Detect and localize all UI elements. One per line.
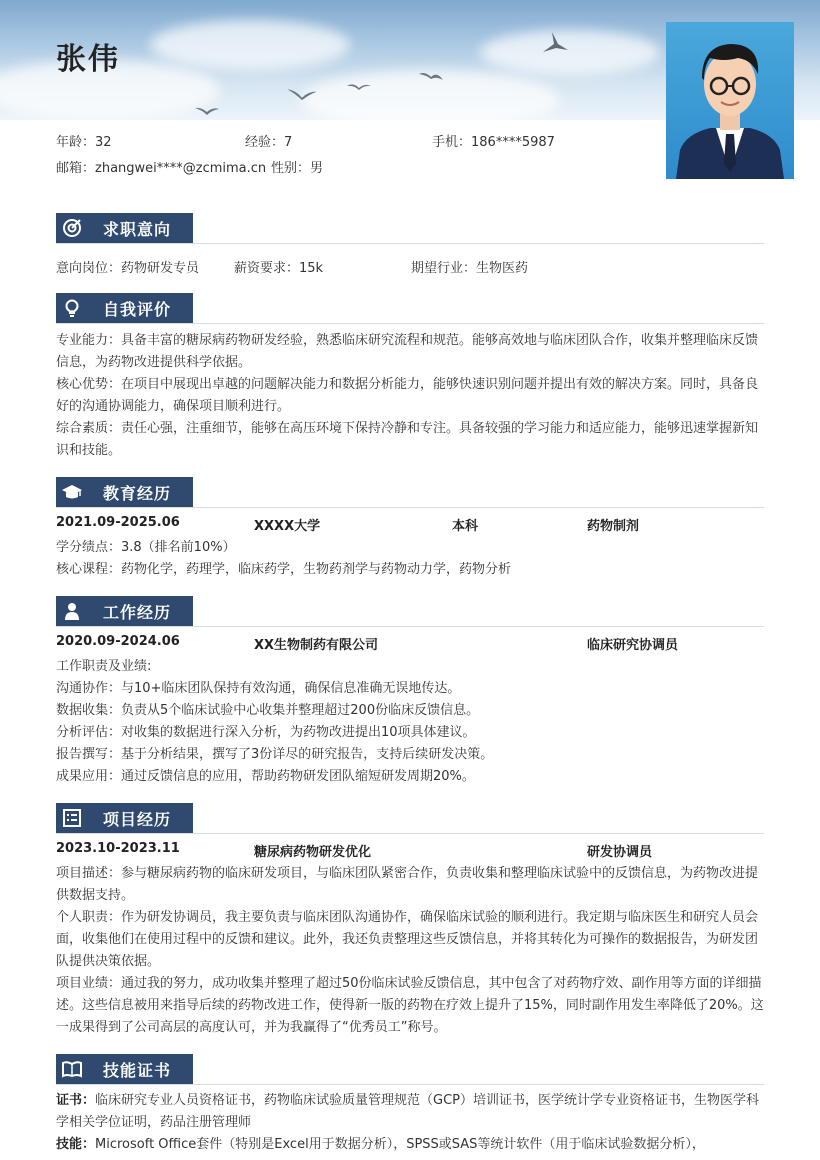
section-title: 项目经历 xyxy=(103,810,172,829)
project-role: 研发协调员 xyxy=(587,845,653,860)
education-courses: 核心课程：药物化学，药理学，临床药学，生物药剂学与药物动力学，药物分析 xyxy=(56,562,512,577)
bird-icon xyxy=(194,104,220,116)
project-results: 项目业绩：通过我的努力，成功收集并整理了超过50份临床试验反馈信息，其中包含了对药物疗效、副作用等方面的详细描述。这些信息被用来指导后续的药物改进工作，使得新一版的药物在疗效上提升了15%，同时副作用发生率降低了20%。这一成果得到了公司高层的高度认可，并为我赢得了“优秀员工”称号。 xyxy=(56,976,764,1035)
divider xyxy=(56,626,764,627)
intent-industry: 期望行业：生物医药 xyxy=(411,261,529,276)
education-major: 药物制剂 xyxy=(587,519,640,534)
bird-icon xyxy=(346,80,372,92)
section-header-education xyxy=(56,477,193,507)
candidate-name: 张伟 xyxy=(56,42,120,77)
education-school: XXXX大学 xyxy=(254,519,321,534)
skills-certificates xyxy=(56,1090,766,1134)
section-header-intent xyxy=(56,213,193,243)
work-role: 临床研究协调员 xyxy=(587,638,679,653)
cert-label: 证书： xyxy=(56,1093,96,1108)
profile-photo xyxy=(666,22,794,179)
cert-text: 临床研究专业人员资格证书，药物临床试验质量管理规范（GCP）培训证书，医学统计学专业资格证书，生物医学科学相关学位证明，药品注册管理师 xyxy=(56,1093,760,1130)
education-degree: 本科 xyxy=(452,519,479,534)
book-icon xyxy=(62,1059,82,1079)
self-eval-paragraph: 综合素质：责任心强，注重细节，能够在高压环境下保持冷静和专注。具备较强的学习能力和适应能力，能够迅速掌握新知识和技能。 xyxy=(56,421,759,458)
section-header-work xyxy=(56,596,193,626)
age-field: 年龄：32 xyxy=(56,135,112,150)
project-name: 糖尿病药物研发优化 xyxy=(254,845,372,860)
section-title: 教育经历 xyxy=(103,484,172,503)
phone-field: 手机：186****5987 xyxy=(432,135,555,150)
skill-text: Microsoft Office套件（特别是Excel用于数据分析），SPSS或SAS等统计软件（用于临床试验数据分析）， xyxy=(95,1137,705,1152)
divider xyxy=(56,323,764,324)
divider xyxy=(56,243,764,244)
skills-abilities xyxy=(56,1134,766,1156)
section-header-skills xyxy=(56,1054,193,1084)
divider xyxy=(56,507,764,508)
section-header-self-eval xyxy=(56,293,193,323)
project-duties: 个人职责：作为研发协调员，我主要负责与临床团队沟通协作，确保临床试验的顺利进行。我定期与临床医生和研究人员会面，收集他们在使用过程中的反馈和建议。此外，我还负责整理这些反馈信息，并将其转化为可操作的数据报告，为研发团队提供决策依据。 xyxy=(56,910,759,969)
education-period: 2021.09-2025.06 xyxy=(56,515,180,530)
email-field: 邮箱：zhangwei****@zcmima.cn xyxy=(56,161,267,176)
work-item: 成果应用：通过反馈信息的应用，帮助药物研发团队缩短研发周期20%。 xyxy=(56,769,475,784)
list-icon xyxy=(62,808,82,828)
work-item: 沟通协作：与10+临床团队保持有效沟通，确保信息准确无误地传达。 xyxy=(56,681,461,696)
person-icon xyxy=(62,601,82,621)
graduation-cap-icon xyxy=(62,482,82,502)
work-item: 分析评估：对收集的数据进行深入分析，为药物改进提出10项具体建议。 xyxy=(56,725,476,740)
section-title: 技能证书 xyxy=(103,1061,172,1080)
section-title: 自我评价 xyxy=(103,300,172,319)
self-eval-paragraph: 核心优势：在项目中展现出卓越的问题解决能力和数据分析能力，能够快速识别问题并提出有效的解决方案。同时，具备良好的沟通协调能力，确保项目顺利进行。 xyxy=(56,377,759,414)
project-row xyxy=(56,839,766,861)
work-item: 报告撰写：基于分析结果，撰写了3份详尽的研究报告，支持后续研发决策。 xyxy=(56,747,494,762)
project-period: 2023.10-2023.11 xyxy=(56,841,180,856)
education-gpa: 学分绩点：3.8（排名前10%） xyxy=(56,540,236,555)
work-item: 数据收集：负责从5个临床试验中心收集并整理超过200份临床反馈信息。 xyxy=(56,703,480,718)
bird-icon xyxy=(540,30,570,60)
work-intro: 工作职责及业绩: xyxy=(56,659,152,674)
self-eval-paragraph: 专业能力：具备丰富的糖尿病药物研发经验，熟悉临床研究流程和规范。能够高效地与临床团队合作，收集并整理临床反馈信息，为药物改进提供科学依据。 xyxy=(56,333,759,370)
work-period: 2020.09-2024.06 xyxy=(56,634,180,649)
work-company: XX生物制药有限公司 xyxy=(254,638,379,653)
intent-position: 意向岗位：药物研发专员 xyxy=(56,261,200,276)
intent-salary: 薪资要求：15k xyxy=(234,261,324,276)
lightbulb-icon xyxy=(62,298,82,318)
experience-field: 经验：7 xyxy=(245,135,293,150)
gender-field: 性别：男 xyxy=(271,161,324,176)
education-row xyxy=(56,513,766,535)
work-row xyxy=(56,632,766,654)
skill-label: 技能： xyxy=(56,1137,96,1152)
section-title: 求职意向 xyxy=(103,220,172,239)
target-icon xyxy=(62,218,82,238)
project-description: 项目描述：参与糖尿病药物的临床研发项目，与临床团队紧密合作，负责收集和整理临床试验中的反馈信息，为药物改进提供数据支持。 xyxy=(56,866,759,903)
section-title: 工作经历 xyxy=(103,603,172,622)
bird-icon xyxy=(286,86,318,102)
section-header-project xyxy=(56,803,193,833)
divider xyxy=(56,1084,764,1085)
bird-icon xyxy=(418,70,444,82)
divider xyxy=(56,833,764,834)
